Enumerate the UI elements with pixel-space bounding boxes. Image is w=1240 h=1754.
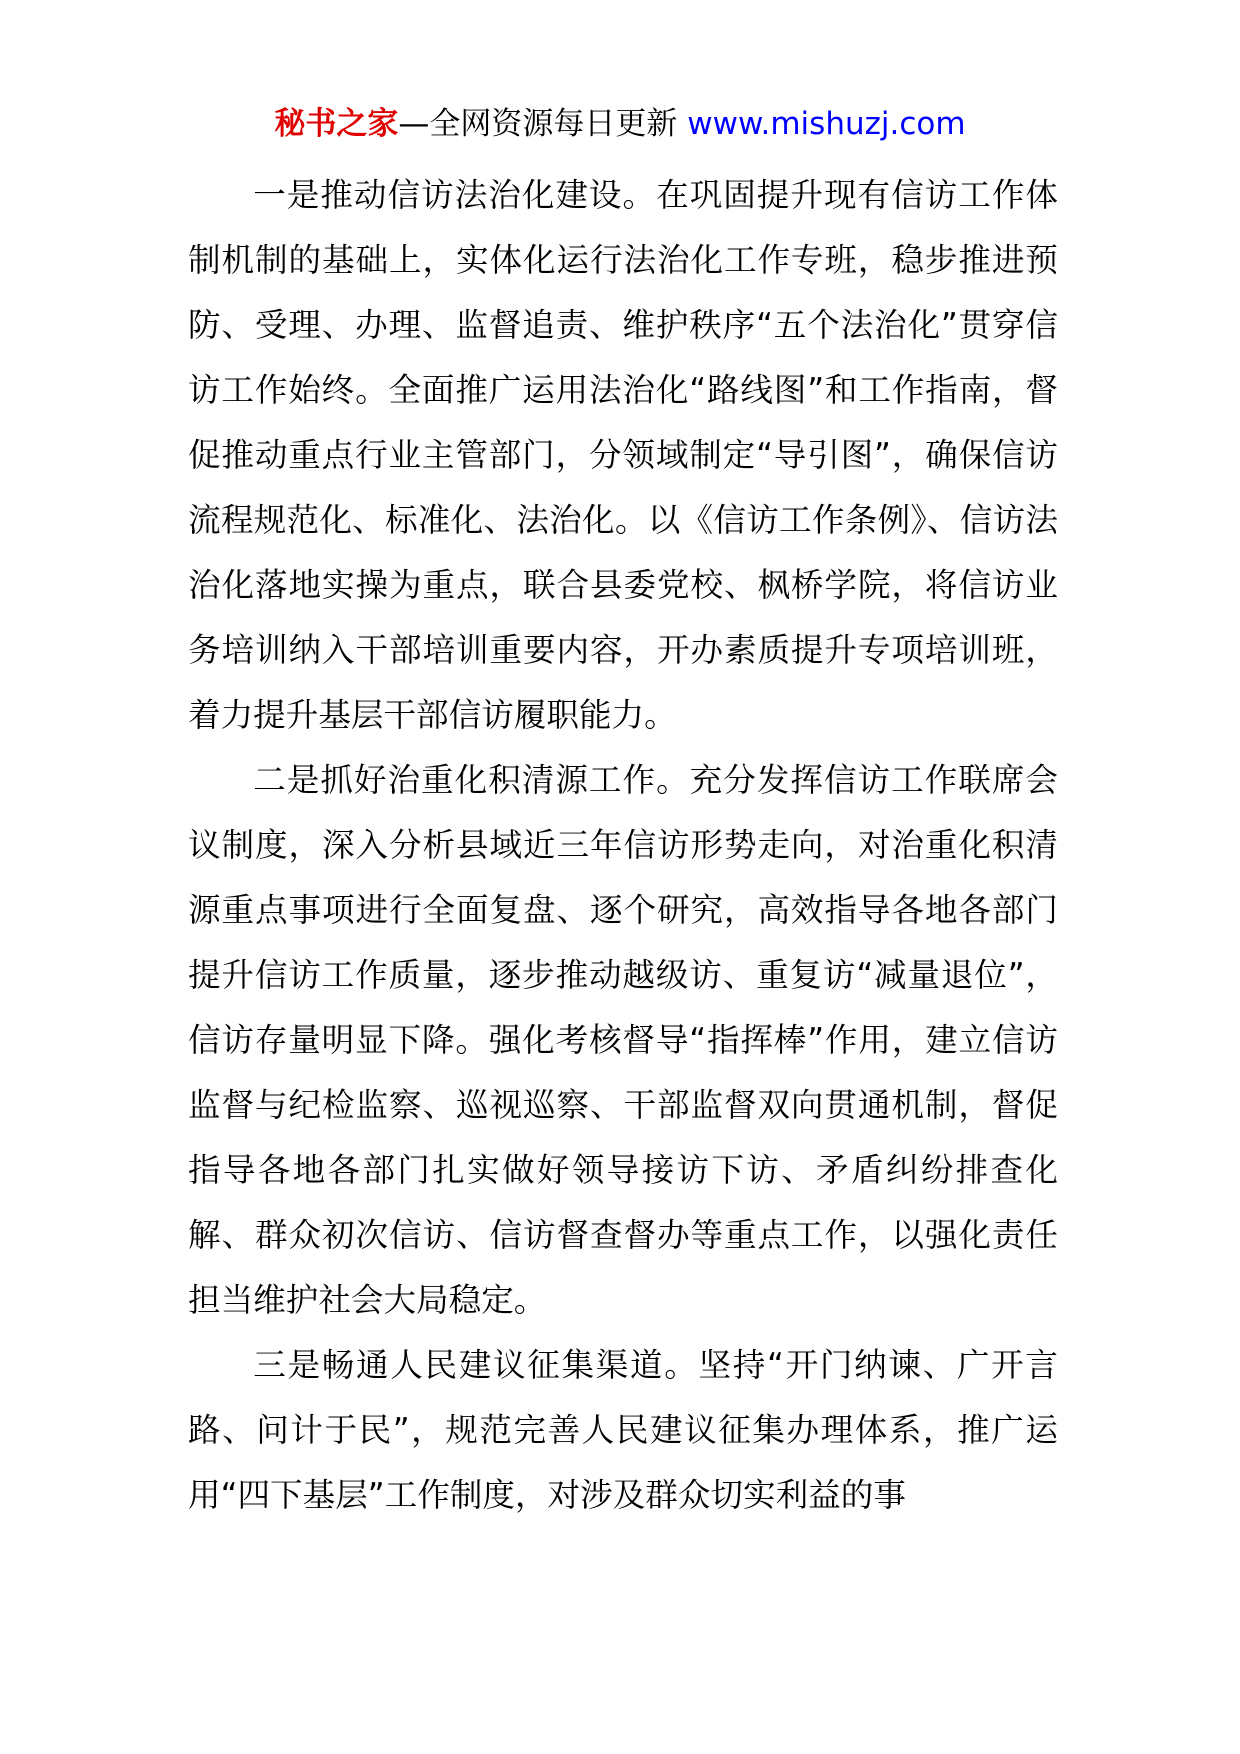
site-url-link[interactable]: www.mishuzj.com <box>687 106 966 142</box>
site-tagline: —全网资源每日更新 <box>398 106 688 142</box>
page-header <box>0 100 1240 148</box>
document-body <box>188 163 1058 1528</box>
paragraph-3: 三是畅通人民建议征集渠道。坚持“开门纳谏、广开言路、问计于民”，规范完善人民建议征集办理体系，推广运用“四下基层”工作制度，对涉及群众切实利益的事 <box>188 1346 1058 1514</box>
paragraph-1: 一是推动信访法治化建设。在巩固提升现有信访工作体制机制的基础上，实体化运行法治化工作专班，稳步推进预防、受理、办理、监督追责、维护秩序“五个法治化”贯穿信访工作始终。全面推广运用法治化“路线图”和工作指南，督促推动重点行业主管部门，分领域制定“导引图”，确保信访流程规范化、标准化、法治化。以《信访工作条例》、信访法治化落地实操为重点，联合县委党校、枫桥学院，将信访业务培训纳入干部培训重要内容，开办素质提升专项培训班，着力提升基层干部信访履职能力。 <box>188 176 1058 734</box>
paragraph-2: 二是抓好治重化积清源工作。充分发挥信访工作联席会议制度，深入分析县域近三年信访形势走向，对治重化积清源重点事项进行全面复盘、逐个研究，高效指导各地各部门提升信访工作质量，逐步推动越级访、重复访“减量退位”，信访存量明显下降。强化考核督导“指挥棒”作用，建立信访监督与纪检监察、巡视巡察、干部监督双向贯通机制，督促指导各地各部门扎实做好领导接访下访、矛盾纠纷排查化解、群众初次信访、信访督查督办等重点工作，以强化责任担当维护社会大局稳定。 <box>188 761 1058 1319</box>
site-name: 秘书之家 <box>274 106 399 142</box>
